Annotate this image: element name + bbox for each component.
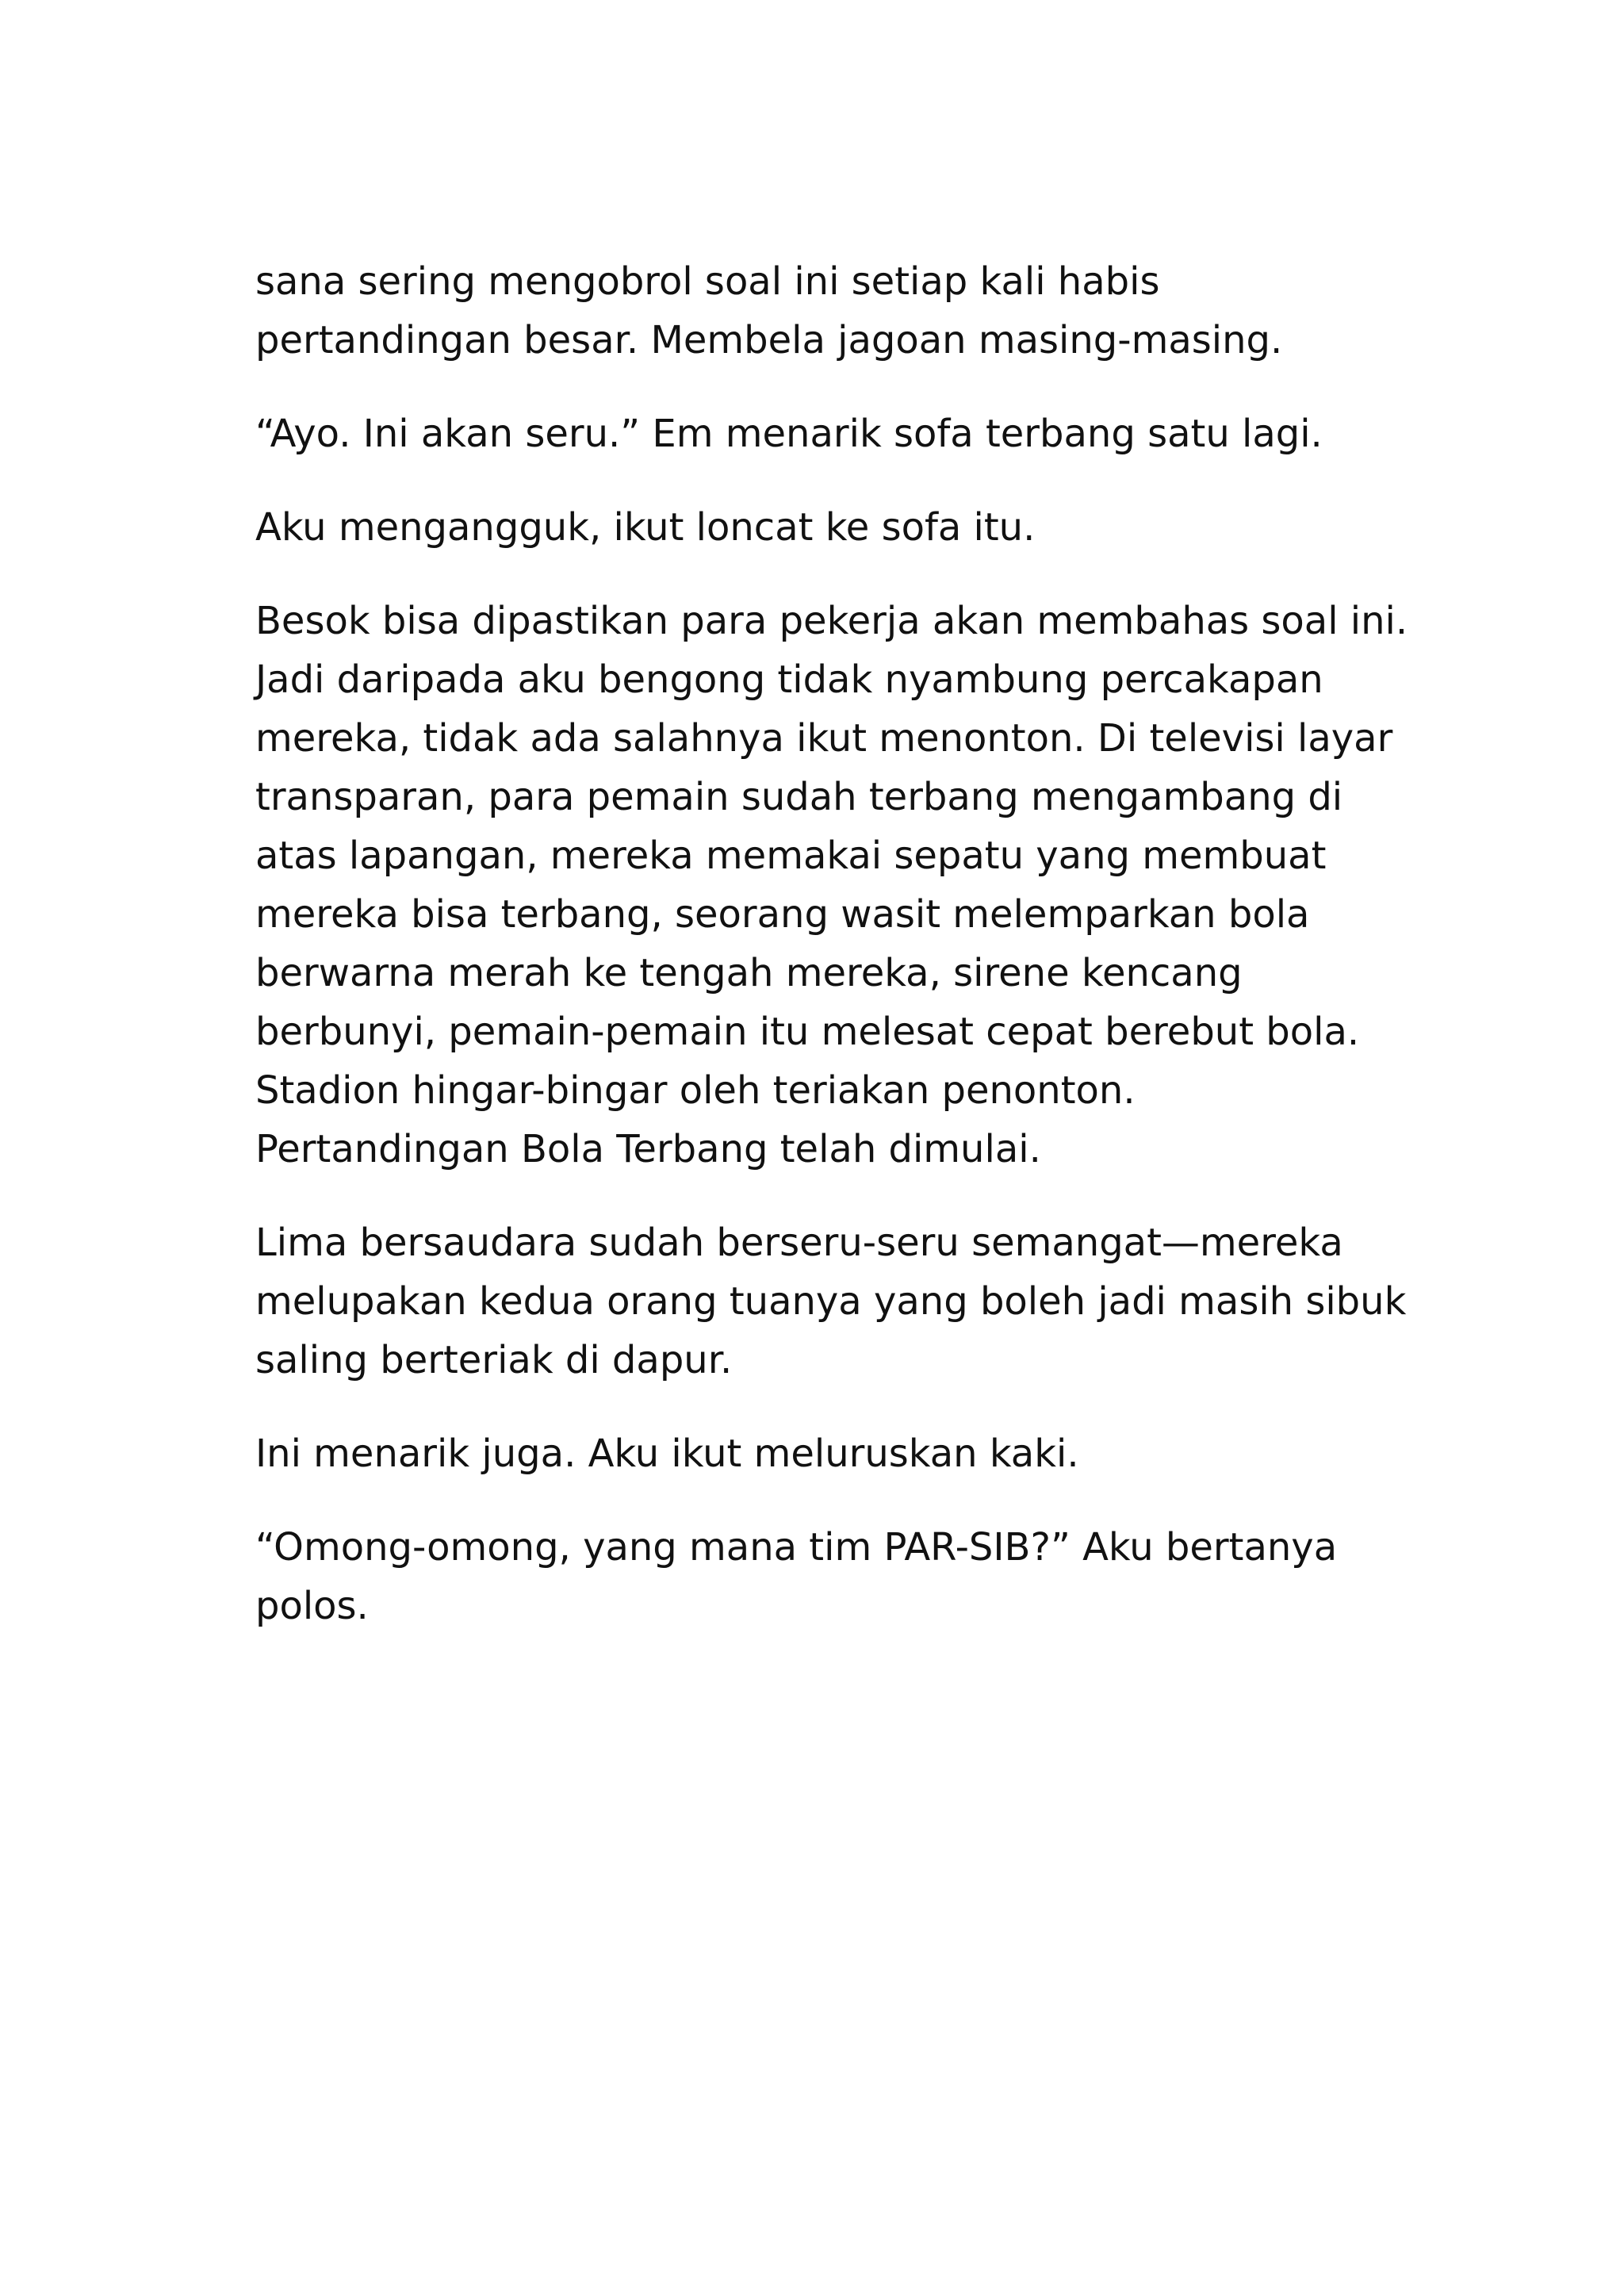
text-line: saling berteriak di dapur. xyxy=(255,1338,733,1382)
text-line: melupakan kedua orang tuanya yang boleh jadi masih sibuk xyxy=(255,1279,1407,1324)
text-line: “Ayo. Ini akan seru.” Em menarik sofa terbang satu lagi. xyxy=(255,412,1323,456)
paragraph-1 xyxy=(255,252,1405,370)
text-line: transparan, para pemain sudah terbang mengambang di xyxy=(255,775,1343,819)
text-line: Lima bersaudara sudah berseru-seru semangat—mereka xyxy=(255,1221,1343,1265)
body-text xyxy=(255,252,1408,1670)
text-line: Pertandingan Bola Terbang telah dimulai. xyxy=(255,1127,1041,1171)
text-line: polos. xyxy=(255,1584,369,1628)
paragraph-2 xyxy=(255,404,1405,463)
paragraph-5 xyxy=(255,1213,1405,1389)
paragraph-4 xyxy=(255,592,1408,1179)
text-line: “Omong-omong, yang mana tim PAR-SIB?” Aku bertanya xyxy=(255,1525,1338,1570)
paragraph-7 xyxy=(255,1518,1405,1635)
text-line: Stadion hingar-bingar oleh teriakan penonton. xyxy=(255,1068,1136,1113)
text-line: mereka bisa terbang, seorang wasit melemparkan bola xyxy=(255,892,1310,937)
text-line: pertandingan besar. Membela jagoan masing-masing. xyxy=(255,318,1283,362)
text-line: berwarna merah ke tengah mereka, sirene kencang xyxy=(255,951,1243,995)
text-line: sana sering mengobrol soal ini setiap kali habis xyxy=(255,259,1160,304)
text-line: Besok bisa dipastikan para pekerja akan membahas soal ini. xyxy=(255,599,1408,643)
paragraph-6 xyxy=(255,1424,1405,1483)
text-line: berbunyi, pemain-pemain itu melesat cepat berebut bola. xyxy=(255,1010,1360,1054)
text-line: Ini menarik juga. Aku ikut meluruskan kaki. xyxy=(255,1432,1079,1476)
text-line: Jadi daripada aku bengong tidak nyambung percakapan xyxy=(255,657,1323,702)
text-line: Aku mengangguk, ikut loncat ke sofa itu. xyxy=(255,505,1036,550)
text-line: mereka, tidak ada salahnya ikut menonton. Di televisi layar xyxy=(255,716,1393,761)
paragraph-3 xyxy=(255,498,1405,557)
text-line: atas lapangan, mereka memakai sepatu yang membuat xyxy=(255,834,1327,878)
